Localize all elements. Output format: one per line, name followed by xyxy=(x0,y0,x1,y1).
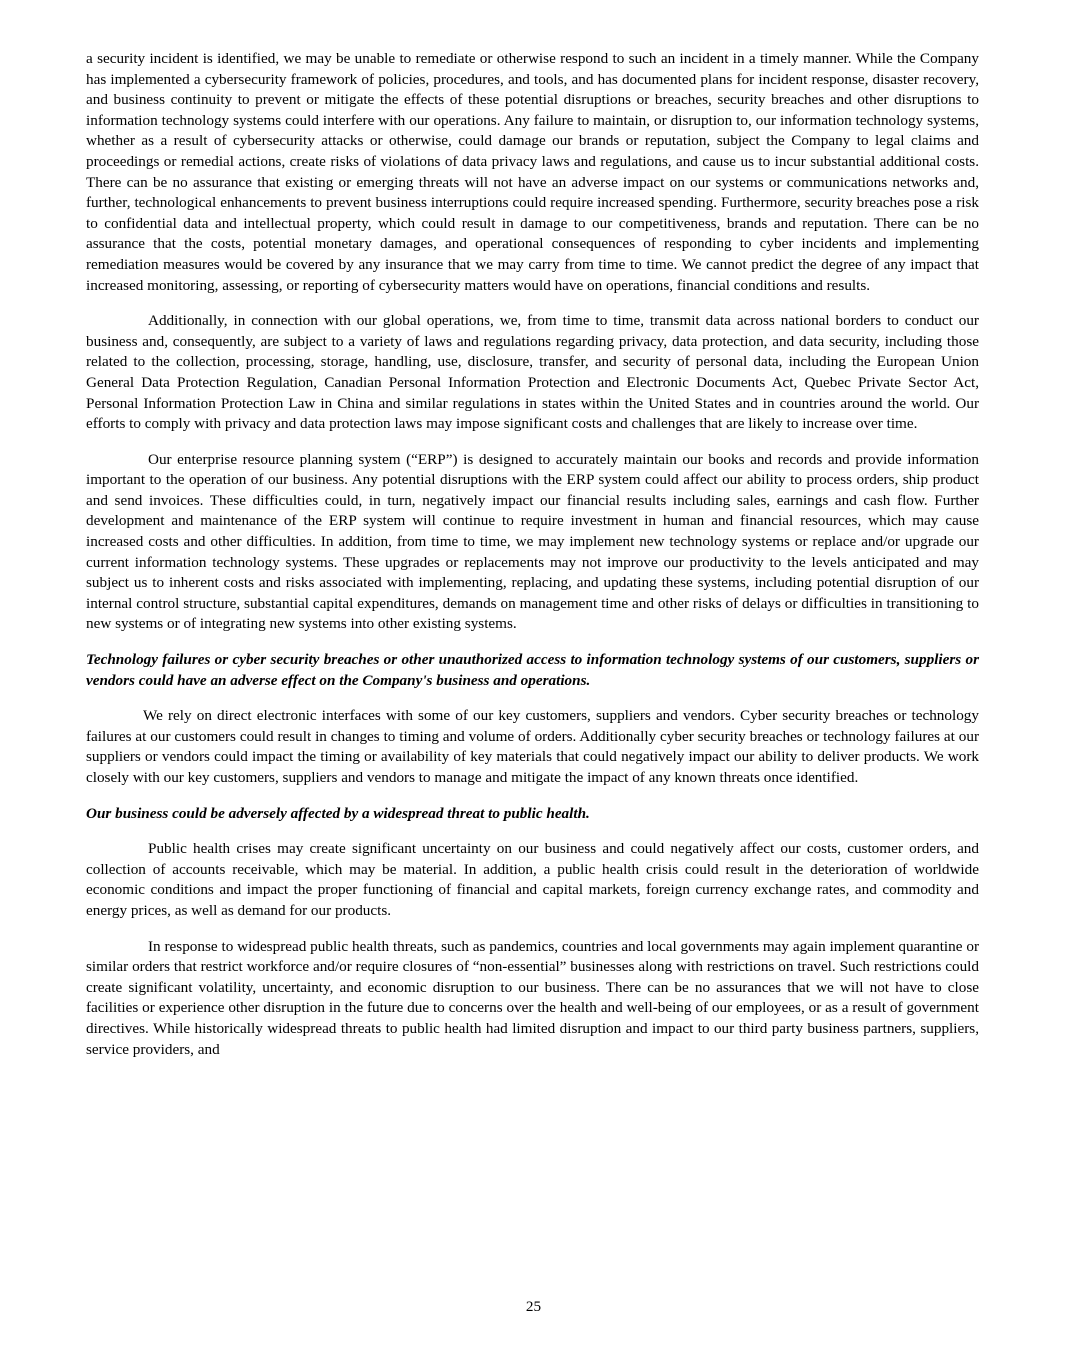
heading-technology-failures: Technology failures or cyber security breaches or other unauthorized access to information technology systems of our customers, suppliers or vendors could have an adverse effect on the Company's business and operations. xyxy=(86,651,979,689)
document-page xyxy=(86,49,979,1075)
paragraph-data-privacy: Additionally, in connection with our global operations, we, from time to time, transmit data across national borders to conduct our business and, consequently, are subject to a variety of laws and regulations regarding privacy, data protection, and data security, including those related to the collection, processing, storage, handling, use, disclosure, transfer, and security of personal data, including the European Union General Data Protection Regulation, Canadian Personal Information Protection and Electronic Documents Act, Quebec Private Sector Act, Personal Information Protection Law in China and similar regulations in states within the United States and in countries around the world. Our efforts to comply with privacy and data protection laws may impose significant costs and challenges that are likely to increase over time. xyxy=(86,312,979,433)
paragraph-electronic-interfaces: We rely on direct electronic interfaces with some of our key customers, suppliers and vendors. Cyber security breaches or technology failures at our customers could result in changes to timing and volume of orders. Additionally cyber security breaches or technology failures at our suppliers or vendors could impact the timing or availability of key materials that could negatively impact our ability to deliver products. We work closely with our key customers, suppliers and vendors to manage and mitigate the impact of any known threats once identified. xyxy=(86,707,979,786)
paragraph-security-incident: a security incident is identified, we may be unable to remediate or otherwise respond to such an incident in a timely manner. While the Company has implemented a cybersecurity framework of policies, procedures, and tools, and has documented plans for incident response, disaster recovery, and business continuity to prevent or mitigate the effects of these potential disruptions or breaches, security breaches and other disruptions to information technology systems could interfere with our operations. Any failure to maintain, or disruption to, our information technology systems, whether as a result of cybersecurity attacks or otherwise, could damage our brands or reputation, subject the Company to legal claims and proceedings or remedial actions, create risks of violations of data privacy laws and regulations, and cause us to incur substantial additional costs. There can be no assurance that existing or emerging threats will not have an adverse impact on our systems or communications networks and, further, technological enhancements to prevent business interruptions could require increased spending. Furthermore, security breaches pose a risk to confidential data and intellectual property, which could result in damage to our competitiveness, brands and reputation. There can be no assurance that the costs, potential monetary damages, and operational consequences of responding to cyber incidents and implementing remediation measures would be covered by any insurance that we may carry from time to time. We cannot predict the degree of any impact that increased monitoring, assessing, or reporting of cybersecurity matters would have on operations, financial conditions and results. xyxy=(86,50,979,294)
paragraph-public-health-crises: Public health crises may create significant uncertainty on our business and could negatively affect our costs, customer orders, and collection of accounts receivable, which may be material. In addition, a public health crisis could result in the deterioration of worldwide economic conditions and impact the proper functioning of financial and capital markets, foreign currency exchange rates, and commodity and energy prices, as well as demand for our products. xyxy=(86,840,979,919)
page-number: 25 xyxy=(525,1298,542,1315)
paragraph-erp-system: Our enterprise resource planning system (“ERP”) is designed to accurately maintain our books and records and provide information important to the operation of our business. Any potential disruptions with the ERP system could affect our ability to process orders, ship product and send invoices. These difficulties could, in turn, negatively impact our financial results including sales, earnings and cash flow. Further development and maintenance of the ERP system will continue to require investment in human and financial resources, which may cause increased costs and other difficulties. In addition, from time to time, we may implement new technology systems or replace and/or upgrade our current information technology systems. These upgrades or replacements may not improve our productivity to the levels anticipated and may subject us to inherent costs and risks associated with implementing, replacing, and updating these systems, including potential disruption of our internal control structure, substantial capital expenditures, demands on management time and other risks of delays or difficulties in transitioning to new systems or of integrating new systems into other existing systems. xyxy=(86,450,979,633)
paragraph-quarantine-orders: In response to widespread public health threats, such as pandemics, countries and local governments may again implement quarantine or similar orders that restrict workforce and/or require closures of “non-essential” businesses along with restrictions on travel. Such restrictions could create significant volatility, uncertainty, and economic disruption to our business. There can be no assurances that we will not have to close facilities or experience other disruption in the future due to concerns over the health and well-being of our employees, or as a result of government directives. While historically widespread threats to public health had limited disruption and impact to our third party business partners, suppliers, service providers, and xyxy=(86,937,979,1058)
heading-public-health: Our business could be adversely affected by a widespread threat to public health. xyxy=(86,804,590,822)
